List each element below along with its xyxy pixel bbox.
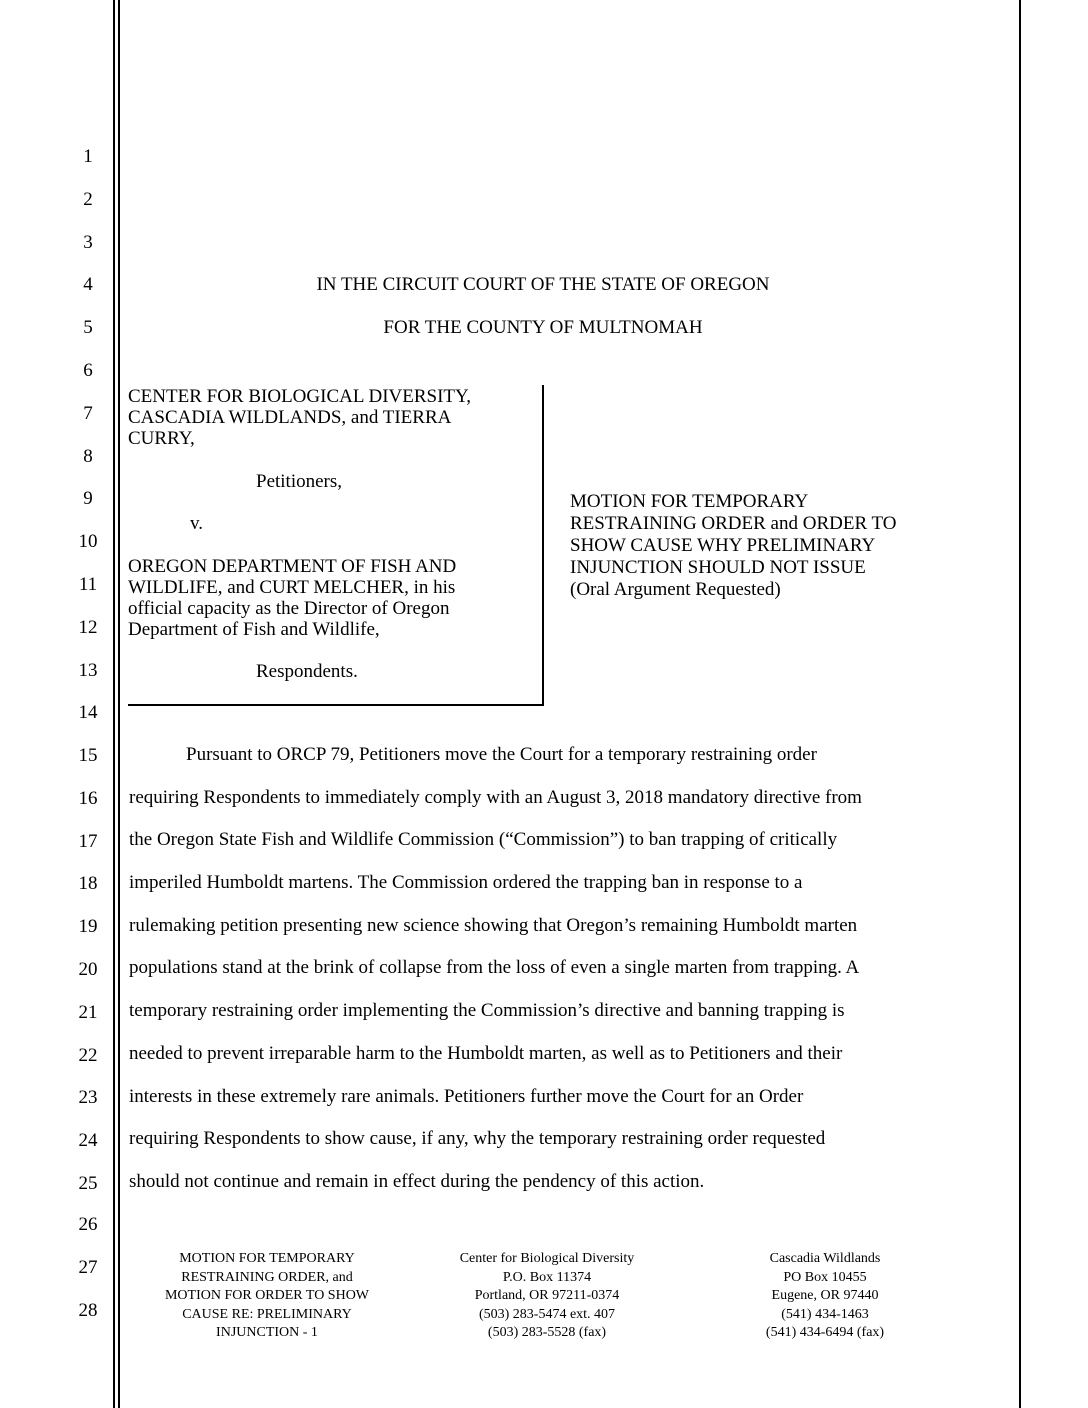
line-number: 11 [78, 574, 98, 595]
body-line: Pursuant to ORCP 79, Petitioners move the Court for a temporary restraining order [186, 744, 817, 765]
petitioners-label: Petitioners, [256, 471, 343, 492]
court-heading-line-2: FOR THE COUNTY OF MULTNOMAH [383, 317, 703, 338]
caption-line: Department of Fish and Wildlife, [128, 619, 380, 640]
line-number: 13 [78, 660, 98, 681]
line-number: 27 [78, 1257, 98, 1278]
line-number: 17 [78, 831, 98, 852]
footer-line: CAUSE RE: PRELIMINARY [182, 1306, 352, 1322]
left-margin-rule-inner [118, 0, 120, 1408]
footer-cascadia-address [730, 1250, 920, 1343]
line-number: 15 [78, 745, 98, 766]
line-number: 20 [78, 959, 98, 980]
line-number: 19 [78, 916, 98, 937]
motion-title-line: MOTION FOR TEMPORARY [570, 491, 809, 512]
body-line: requiring Respondents to immediately comply with an August 3, 2018 mandatory directive from [129, 787, 862, 808]
footer-line: P.O. Box 11374 [502, 1269, 592, 1285]
line-number: 26 [78, 1214, 98, 1235]
right-margin-rule [1019, 0, 1021, 1408]
footer-line: (503) 283-5528 (fax) [487, 1325, 607, 1340]
line-number: 25 [78, 1173, 98, 1194]
footer-line: Center for Biological Diversity [459, 1251, 635, 1266]
line-number: 9 [83, 488, 93, 509]
body-line: temporary restraining order implementing the Commission’s directive and banning trapping is [129, 1000, 845, 1021]
line-number: 21 [78, 1002, 98, 1023]
line-number: 3 [83, 232, 93, 253]
line-number: 16 [78, 788, 98, 809]
versus-label: v. [190, 513, 204, 534]
line-number: 10 [78, 531, 98, 552]
footer-line: (503) 283-5474 ext. 407 [478, 1306, 616, 1322]
line-number: 22 [78, 1045, 98, 1066]
caption-line: CENTER FOR BIOLOGICAL DIVERSITY, [128, 386, 472, 407]
body-line: imperiled Humboldt martens. The Commission ordered the trapping ban in response to a [129, 872, 803, 893]
caption-line: CURRY, [128, 428, 195, 449]
caption-line: OREGON DEPARTMENT OF FISH AND [128, 556, 457, 577]
caption-bottom-rule [128, 704, 544, 706]
body-line: interests in these extremely rare animals. Petitioners further move the Court for an Order [129, 1086, 804, 1107]
body-line: should not continue and remain in effect during the pendency of this action. [129, 1171, 705, 1192]
line-number: 28 [78, 1300, 98, 1321]
line-number: 24 [78, 1130, 98, 1151]
respondents-names [128, 556, 456, 640]
line-number: 5 [83, 317, 93, 338]
motion-title-line: SHOW CAUSE WHY PRELIMINARY [570, 535, 876, 556]
left-margin-rule-outer [113, 0, 115, 1408]
body-line: rulemaking petition presenting new science showing that Oregon’s remaining Humboldt marten [129, 915, 858, 936]
motion-title-line: RESTRAINING ORDER and ORDER TO [570, 513, 897, 534]
motion-title-line: INJUNCTION SHOULD NOT ISSUE [570, 557, 866, 578]
line-number: 4 [83, 274, 93, 295]
body-line: populations stand at the brink of collapse from the loss of even a single marten from trapping. A [129, 957, 860, 978]
body-line: the Oregon State Fish and Wildlife Commission (“Commission”) to ban trapping of critically [129, 829, 838, 850]
court-heading-line-1: IN THE CIRCUIT COURT OF THE STATE OF OREGON [316, 274, 770, 295]
line-number: 23 [78, 1087, 98, 1108]
line-number: 8 [83, 446, 93, 467]
footer-line: RESTRAINING ORDER, and [181, 1269, 353, 1285]
line-number: 14 [78, 702, 98, 723]
petitioners-names [128, 386, 471, 449]
footer-line: MOTION FOR TEMPORARY [179, 1251, 355, 1266]
footer-line: (541) 434-1463 [781, 1306, 869, 1322]
footer-line: Eugene, OR 97440 [771, 1288, 879, 1303]
caption-line: CASCADIA WILDLANDS, and TIERRA [128, 407, 452, 428]
footer-line: INJUNCTION - 1 [216, 1325, 318, 1340]
line-number: 18 [78, 873, 98, 894]
motion-title [570, 491, 897, 601]
caption-line: WILDLIFE, and CURT MELCHER, in his [128, 577, 456, 598]
footer-line: Cascadia Wildlands [769, 1251, 881, 1266]
line-number: 6 [83, 360, 93, 381]
line-number: 7 [83, 403, 93, 424]
footer-document-title [136, 1250, 398, 1343]
footer-line: (541) 434-6494 (fax) [765, 1325, 885, 1340]
line-number: 2 [83, 189, 93, 210]
footer-line: Portland, OR 97211-0374 [474, 1288, 620, 1303]
footer-line: PO Box 10455 [783, 1269, 867, 1285]
footer-line: MOTION FOR ORDER TO SHOW [164, 1288, 370, 1303]
caption-divider [542, 385, 544, 705]
footer-cbd-address [420, 1250, 674, 1343]
line-number: 12 [78, 617, 98, 638]
motion-title-line: (Oral Argument Requested) [570, 579, 781, 600]
respondents-label: Respondents. [256, 661, 358, 682]
caption-line: official capacity as the Director of Oregon [128, 598, 450, 619]
body-line: needed to prevent irreparable harm to the Humboldt marten, as well as to Petitioners and their [129, 1043, 843, 1064]
line-number: 1 [83, 146, 93, 167]
body-line: requiring Respondents to show cause, if any, why the temporary restraining order requested [129, 1128, 826, 1149]
